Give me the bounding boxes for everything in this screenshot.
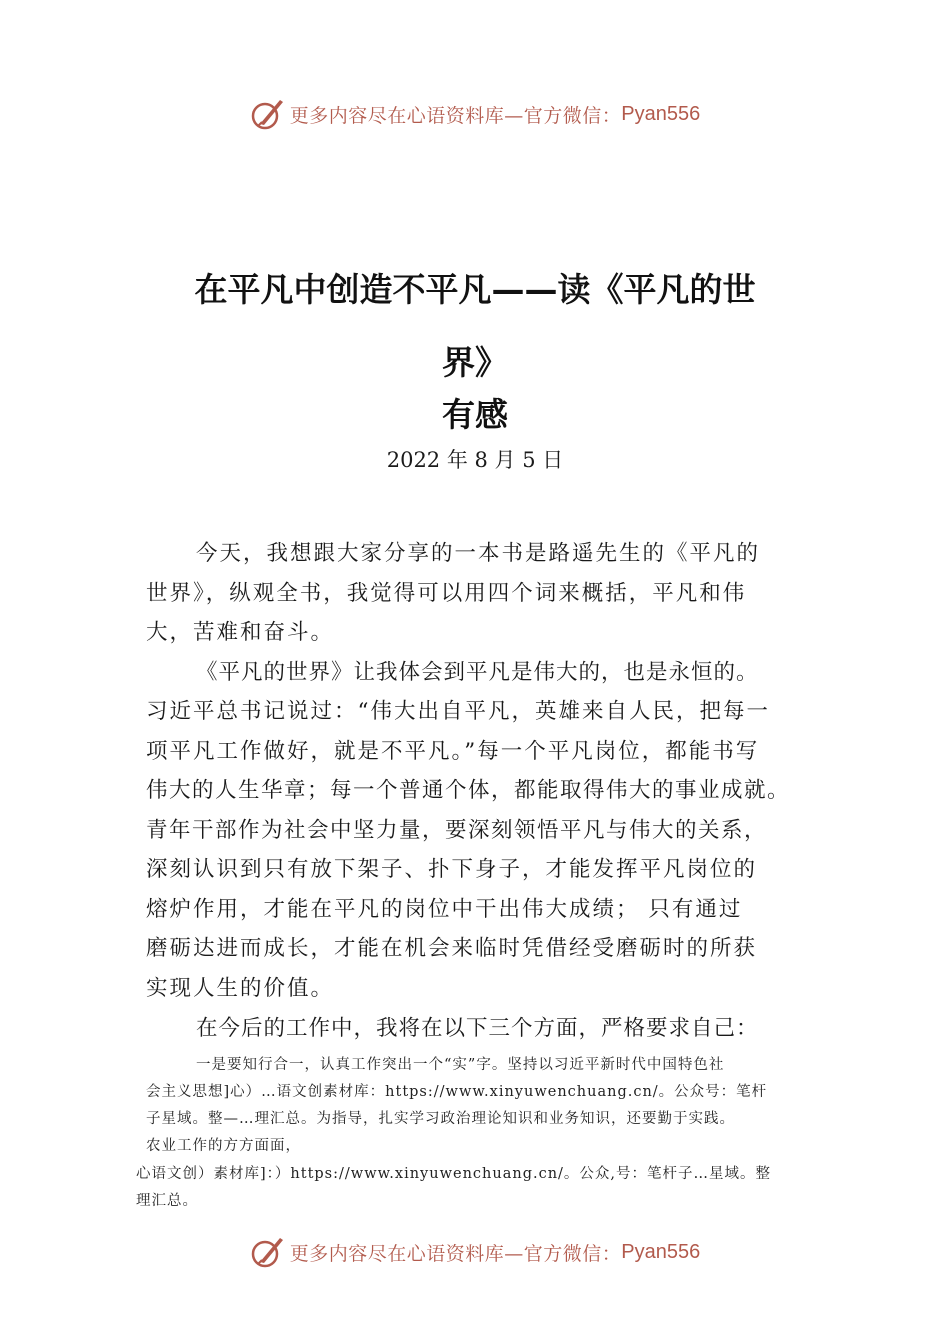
paragraph-2-line: 熔炉作用，才能在平凡的岗位中干出伟大成绩； 只有通过	[146, 897, 743, 922]
header-watermark	[0, 94, 950, 134]
paragraph-2-line: 深刻认识到只有放下架子、扑下身子，才能发挥平凡岗位的	[146, 857, 758, 882]
paragraph-2-line: 伟大的人生华章；每一个普通个体，都能取得伟大的事业成就。	[146, 778, 791, 803]
paragraph-1-line: 大，苦难和奋斗。	[146, 620, 335, 645]
paragraph-2-line: 习近平总书记说过：“伟大出自平凡，英雄来自人民，把每一	[146, 699, 770, 724]
small-text-line: 农业工作的方方面面，	[146, 1138, 301, 1154]
document-date: 2022 年 8 月 5 日	[386, 448, 564, 472]
document-title-line-2: 界》	[442, 343, 508, 382]
paragraph-2-line: 实现人生的价值。	[146, 976, 335, 1001]
small-text-line: 一是要知行合一，认真工作突出一个“实”字。坚持以习近平新时代中国特色社	[196, 1057, 725, 1073]
paragraph-1-line: 世界》，纵观全书，我觉得可以用四个词来概括，平凡和伟	[146, 581, 747, 606]
watermark-text: 更多内容尽在心语资料库—官方微信：	[289, 1242, 622, 1265]
paragraph-3-line: 在今后的工作中，我将在以下三个方面，严格要求自己：	[196, 1016, 759, 1041]
quill-pen-circle-icon	[250, 1234, 286, 1270]
document-title-line-3: 有感	[442, 395, 508, 434]
paragraph-2-line: 《平凡的世界》让我体会到平凡是伟大的，也是永恒的。	[196, 660, 759, 685]
document-title-line-1: 在平凡中创造不平凡——读《平凡的世	[194, 270, 756, 309]
small-text-line: 子星域。整—…理汇总。为指导，扎实学习政治理论知识和业务知识，还要勤于实践。	[146, 1111, 735, 1127]
watermark-text: 更多内容尽在心语资料库—官方微信：	[289, 104, 622, 127]
paragraph-2-line: 磨砺达进而成长，才能在机会来临时凭借经受磨砺时的所获	[146, 936, 758, 961]
quill-pen-circle-icon	[250, 96, 286, 132]
small-text-line: 理汇总。	[136, 1193, 198, 1209]
footer-watermark	[0, 1232, 950, 1272]
paragraph-2-line: 青年干部作为社会中坚力量，要深刻领悟平凡与伟大的关系，	[146, 818, 768, 843]
watermark-wechat-id: Pyan556	[621, 1240, 701, 1263]
small-text-line: 会主义思想]心）…语文创素材库：https://www.xinyuwenchuang.cn/。公众号：笔杆	[146, 1084, 768, 1100]
paragraph-1-line: 今天，我想跟大家分享的一本书是路遥先生的《平凡的	[196, 541, 761, 566]
watermark-wechat-id: Pyan556	[621, 102, 701, 125]
paragraph-2-line: 项平凡工作做好，就是不平凡。”每一个平凡岗位，都能书写	[146, 739, 760, 764]
small-text-line: 心语文创）素材库]：）https://www.xinyuwenchuang.cn/。公众,号：笔杆子…星域。整	[136, 1166, 772, 1182]
